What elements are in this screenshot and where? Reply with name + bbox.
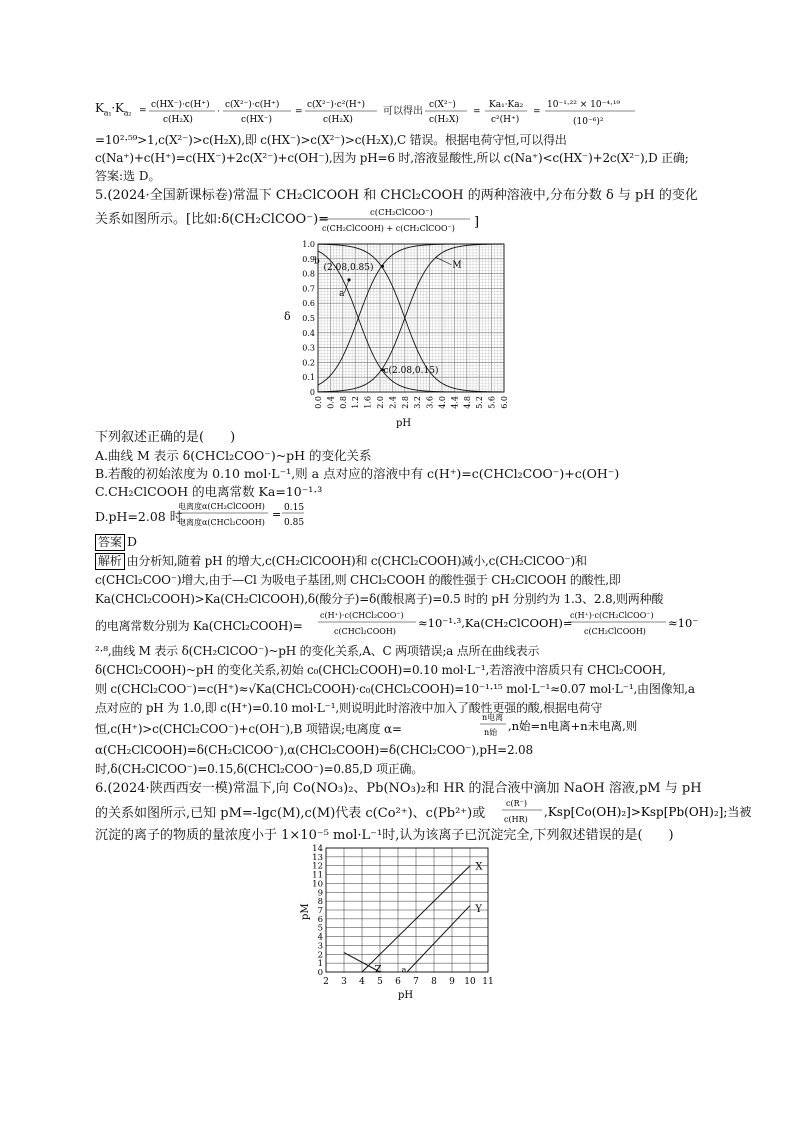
q5-a9-end: ,n始=n电离+n未电离,则	[508, 719, 638, 733]
q5-a2: c(CHCl₂COO⁻)增大,由于—Cl 为吸电子基团,则 CHCl₂COOH 的酸性强于 CH₂ClCOOH 的酸性,即	[95, 573, 621, 587]
eq-b: =	[295, 107, 303, 117]
q5-a1: 由分析知,随着 pH 的增大,c(CH₂ClCOOH)和 c(CHCl₂COOH)减小,c(CH₂ClCOO⁻)和	[126, 554, 587, 568]
q5-a3: Ka(CHCl₂COOH)>Ka(CH₂ClCOOH),δ(酸分子)=δ(酸根离子)=0.5 时的 pH 分别约为 1.3、2.8,则两种酸	[95, 592, 664, 606]
q6-s3: 沉淀的离子的物质的量浓度小于 1×10⁻⁵ mol·L⁻¹时,认为该离子已沉淀完全,下列叙述错误的是( )	[95, 828, 674, 843]
c2-y-tick-label: 12	[312, 861, 323, 872]
q5-stem2-end: ]	[474, 215, 480, 230]
c1-x-tick-label: 3.2	[413, 396, 423, 409]
q5-a7: 则 c(CHCl₂COO⁻)=c(H⁺)≈√Ka(CHCl₂COOH)·c₀(CHCl₂COOH)=10⁻¹·¹⁵ mol·L⁻¹≈0.07 mol·L⁻¹,由图像知,a	[95, 682, 695, 696]
c1-y-tick-label: 0.3	[302, 343, 315, 353]
analysis-tag: 解析	[95, 553, 125, 570]
q5-a4-end: ≈10⁻	[668, 616, 699, 630]
q5-a9-fraction	[480, 710, 740, 740]
q5-a9-fden: n始	[484, 728, 498, 737]
frac5-num: Ka₁·Ka₂	[489, 100, 524, 110]
c2-ylabel: pM	[300, 903, 311, 920]
q5-option-d-pre: D.pH=2.08 时,	[95, 509, 187, 524]
c1-x-tick-label: 5.6	[487, 396, 497, 409]
c1-x-tick-label: 1.6	[363, 396, 373, 409]
q5-a6: δ(CHCl₂COOH)~pH 的变化关系,初始 c₀(CHCl₂COOH)=0.10 mol·L⁻¹,若溶液中溶质只有 CHCl₂COOH,	[95, 663, 666, 677]
c1-label-015: c(2.08,0.15)	[383, 365, 439, 376]
frac6-den: (10⁻⁶)²	[573, 117, 604, 127]
prev-line3: 答案:选 D。	[95, 169, 161, 183]
c2-x-tick-label: 8	[431, 977, 437, 987]
c2-y-tick-label: 0	[317, 968, 323, 978]
answer-tag: 答案	[95, 534, 125, 551]
c1-x-tick-label: 4.4	[450, 396, 460, 409]
q6-s2-fraction	[500, 795, 760, 829]
q5-frac-num: c(CH₂ClCOO⁻)	[370, 208, 433, 218]
c1-y-tick-label: 0.1	[302, 373, 315, 383]
eq-c: =	[473, 107, 481, 117]
q5-stem2	[95, 211, 329, 229]
c2-x-tick-label: 5	[377, 977, 383, 987]
q5-a9-fnum: n电离	[482, 713, 504, 722]
c2-x-tick-label: 3	[341, 977, 347, 987]
c1-x-tick-label: 6.0	[500, 396, 509, 409]
c1-x-tick-label: 4.8	[462, 396, 472, 409]
c1-label-m: M	[452, 260, 462, 271]
eq-a: =	[139, 106, 147, 116]
c2-x-tick-label: 11	[482, 977, 494, 987]
q5-a9	[95, 720, 402, 738]
c1-y-tick-label: 0.5	[302, 314, 315, 323]
q5-a4-pre: 的电离常数分别为 Ka(CHCl₂COOH)=	[95, 619, 303, 633]
eq-top: $K_{a_1}\cdot K_{a_2}$	[95, 101, 132, 118]
c1-y-tick-label: 0.6	[302, 299, 315, 309]
q5-answer-line	[95, 533, 137, 551]
frac6-num: 10⁻¹·²² × 10⁻⁴·¹⁹	[547, 100, 621, 110]
q5-a4-mid: ≈10⁻¹·³,Ka(CH₂ClCOOH)=	[418, 616, 573, 630]
c2-annots	[375, 862, 484, 976]
c1-y-tick-label: 1.0	[302, 240, 315, 249]
q6-s2-fden: c(HR)	[504, 815, 528, 824]
c1-label-085: (2.08,0.85)	[323, 263, 374, 274]
chart-pm-ph	[302, 842, 502, 1002]
q5-stem1: 5.(2024·全国新课标卷)常温下 CH₂ClCOOH 和 CHCl₂COOH 的两种溶液中,分布分数 δ 与 pH 的变化	[95, 188, 698, 203]
c1-x-tick-label: 2.4	[388, 396, 398, 409]
c2-y-tick-label: 13	[312, 852, 323, 863]
q5-delta-fraction	[318, 204, 558, 238]
q6-s1: 6.(2024·陕西西安一模)常温下,向 Co(NO₃)₂、Pb(NO₃)₂和 HR 的混合液中滴加 NaOH 溶液,pM 与 pH	[95, 781, 702, 796]
c1-x-tick-label: 5.2	[475, 396, 485, 409]
c2-label-a: a	[401, 965, 407, 975]
c2-x-tick-label: 10	[464, 977, 476, 987]
answer-value: D	[127, 534, 138, 549]
c1-annots	[314, 256, 462, 375]
q5-a11: 时,δ(CH₂ClCOO⁻)=0.15,δ(CHCl₂COO⁻)=0.85,D 项正确。	[95, 762, 424, 776]
c2-y-tick-label: 1	[317, 959, 323, 970]
q5-a10: α(CH₂ClCOOH)=δ(CH₂ClCOO⁻),α(CHCl₂COOH)=δ(CHCl₂COO⁻),pH=2.08	[95, 743, 533, 757]
q5-stem2-text: 关系如图所示。[比如:δ(CH₂ClCOO⁻)=	[95, 212, 330, 227]
c2-x-tick-label: 2	[323, 977, 329, 987]
c2-y-tick-label: 9	[317, 888, 323, 899]
c1-label-a: a	[339, 288, 345, 299]
q5-option-a[interactable]: A.曲线 M 表示 δ(CHCl₂COO⁻)~pH 的变化关系	[95, 448, 372, 463]
c1-xlabel: pH	[396, 418, 412, 429]
c2-y-tick-label: 14	[312, 844, 323, 854]
c2-x-tick-label: 9	[449, 977, 455, 987]
c2-xlabel: pH	[398, 990, 414, 1001]
eq-top-fractions	[95, 92, 794, 132]
q5-a8: 点对应的 pH 为 1.0,即 c(H⁺)=0.10 mol·L⁻¹,则说明此时溶液中加入了酸性更强的酸,根据电荷守	[95, 701, 603, 715]
frac3-num: c(X²⁻)·c²(H⁺)	[307, 100, 365, 110]
q5-optd-eq: =	[272, 508, 282, 521]
q5-a4-fractions	[318, 607, 738, 641]
q5-a4-f1num: c(H⁺)·c(CHCl₂COO⁻)	[320, 611, 404, 620]
q5-a4-f2num: c(H⁺)·c(CH₂ClCOO⁻)	[570, 611, 654, 620]
eq-mid1: ·K	[111, 101, 124, 115]
q5-ask: 下列叙述正确的是( )	[95, 430, 236, 445]
eq-d: =	[533, 107, 541, 117]
q6-s2-pre: 的关系如图所示,已知 pM=-lgc(M),c(M)代表 c(Co²⁺)、c(Pb²⁺)或	[95, 806, 486, 821]
q5-a4-f2den: c(CH₂ClCOOH)	[584, 627, 646, 636]
frac2-den: c(HX⁻)	[241, 115, 273, 125]
c1-x-tick-label: 3.6	[425, 396, 435, 409]
chart-delta-ph	[284, 236, 522, 436]
c2-y-tick-label: 3	[317, 941, 323, 952]
prev-line2: c(Na⁺)+c(H⁺)=c(HX⁻)+2c(X²⁻)+c(OH⁻),因为 pH=6 时,溶液显酸性,所以 c(Na⁺)<c(HX⁻)+2c(X²⁻),D 正确;	[95, 151, 689, 165]
c2-y-tick-label: 5	[317, 923, 323, 934]
c2-y-tick-label: 8	[317, 897, 323, 908]
frac5-den: c²(H⁺)	[491, 115, 520, 125]
c2-x-tick-label: 4	[359, 977, 365, 987]
c2-series-2	[407, 906, 470, 972]
q6-s2-end: ,Ksp[Co(OH)₂]>Ksp[Pb(OH)₂];当被	[544, 805, 752, 819]
q5-option-b[interactable]: B.若酸的初始浓度为 0.10 mol·L⁻¹,则 a 点对应的溶液中有 c(H⁺)=c(CHCl₂COO⁻)+c(OH⁻)	[95, 466, 620, 481]
c1-label-b: b	[314, 256, 320, 267]
q5-optd-vnum: 0.15	[284, 503, 305, 513]
c2-label-X: X	[475, 861, 483, 873]
c2-y-tick-label: 4	[317, 932, 323, 943]
eq-text1: 可以得出	[383, 106, 423, 117]
q5-optd-num: 电离度α(CH₂ClCOOH)	[178, 502, 265, 511]
c1-y-tick-label: 0.7	[302, 284, 315, 294]
c1-x-tick-label: 1.2	[351, 396, 361, 409]
c1-x-tick-label: 0.0	[314, 396, 323, 409]
c1-ylabel: δ	[284, 310, 291, 323]
c2-y-tick-label: 6	[317, 914, 323, 925]
frac4-den: c(H₂X)	[429, 115, 459, 125]
c2-y-tick-label: 10	[312, 879, 323, 890]
c1-x-tick-label: 2.0	[376, 396, 385, 409]
q5-option-d-fraction	[176, 498, 326, 532]
q5-a4	[95, 617, 303, 635]
frac4-num: c(X²⁻)	[429, 100, 456, 110]
q5-option-d[interactable]	[95, 508, 186, 526]
c1-x-tick-label: 2.8	[400, 396, 410, 409]
eq-lead: K	[95, 101, 104, 115]
c1-x-tick-label: 4.0	[438, 396, 447, 409]
c1-y-tick-label: 0.8	[302, 269, 315, 279]
q5-a5: ²·⁸,曲线 M 表示 δ(CH₂ClCOO⁻)~pH 的变化关系,A、C 两项错误;a 点所在曲线表示	[95, 644, 540, 658]
c2-grid	[326, 848, 488, 975]
c1-y-tick-label: 0.4	[302, 328, 315, 338]
c1-x-tick-label: 0.4	[326, 396, 336, 409]
q6-s2-fnum: c(R⁻)	[506, 799, 527, 808]
q5-a4-f1den: c(CHCl₂COOH)	[334, 627, 396, 636]
c2-y-tick-label: 11	[312, 870, 323, 881]
q5-a9-pre: 恒,c(H⁺)>c(CHCl₂COO⁻)+c(OH⁻),B 项错误;电离度 α=	[95, 722, 402, 736]
prev-line1: =10²·⁵⁹>1,c(X²⁻)>c(H₂X),即 c(HX⁻)>c(X²⁻)>c(H₂X),C 错误。根据电荷守恒,可以得出	[95, 133, 567, 147]
c2-label-Y: Y	[475, 904, 483, 916]
c1-pointer-m	[436, 257, 452, 264]
c1-y-tick-label: 0.2	[302, 358, 315, 368]
frac3-den: c(H₂X)	[323, 115, 353, 125]
q5-frac-den: c(CH₂ClCOOH) + c(CH₂ClCOO⁻)	[322, 224, 455, 233]
c2-y-tick-label: 7	[317, 906, 323, 916]
frac1-den: c(H₂X)	[163, 115, 193, 125]
c2-x-tick-label: 6	[395, 977, 401, 987]
q6-s2	[95, 805, 485, 823]
frac2-num: c(X²⁻)·c(H⁺)	[225, 100, 280, 110]
eq-dot: ·	[217, 107, 220, 117]
q5-optd-den: 电离度α(CHCl₂COOH)	[178, 518, 265, 527]
c1-point-085	[381, 265, 384, 268]
c2-label-Z: Z	[374, 964, 382, 976]
c1-y-tick-label: 0.9	[302, 254, 315, 264]
q5-optd-vden: 0.85	[284, 518, 305, 528]
c2-y-tick-label: 2	[317, 950, 323, 961]
q5-analysis-line1	[95, 552, 587, 570]
frac1-num: c(HX⁻)·c(H⁺)	[151, 100, 210, 110]
c2-x-tick-label: 7	[413, 977, 419, 987]
c1-x-tick-label: 0.8	[338, 396, 348, 409]
c1-y-tick-label: 0	[309, 388, 315, 397]
q5-option-c[interactable]: C.CH₂ClCOOH 的电离常数 Ka=10⁻¹·³	[95, 484, 323, 499]
